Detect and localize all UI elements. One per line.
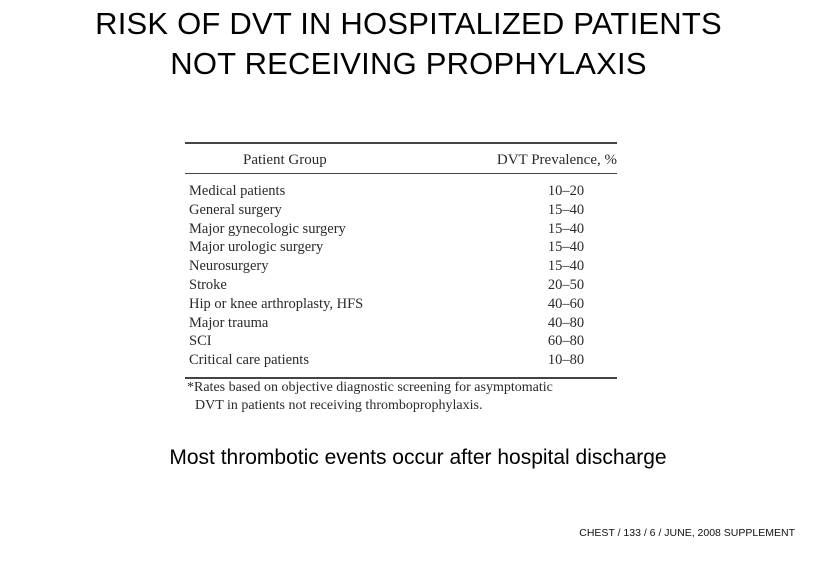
- table-row: [189, 332, 617, 351]
- footnote-line-1: *Rates based on objective diagnostic screening for asymptomatic: [187, 380, 553, 395]
- footnote-line-2: DVT in patients not receiving thromboprophylaxis.: [195, 397, 483, 413]
- column-header-dvt-prevalence: DVT Prevalence, %: [496, 152, 617, 168]
- patient-group-cell: Hip or knee arthroplasty, HFS: [189, 295, 364, 312]
- prevalence-cell: 15–40: [547, 201, 585, 218]
- prevalence-cell: 60–80: [547, 333, 585, 350]
- source-citation: CHEST / 133 / 6 / JUNE, 2008 SUPPLEMENT: [579, 527, 795, 539]
- prevalence-cell: 15–40: [547, 220, 585, 237]
- table-row: [189, 295, 617, 314]
- table-footnote: [187, 379, 619, 414]
- slide-title-line-1: RISK OF DVT IN HOSPITALIZED PATIENTS: [95, 6, 722, 41]
- patient-group-cell: Neurosurgery: [189, 258, 269, 275]
- slide-caption: Most thrombotic events occur after hospital discharge: [169, 446, 667, 469]
- table-body: [189, 182, 617, 370]
- prevalence-cell: 20–50: [547, 276, 585, 293]
- dvt-risk-table: [182, 132, 632, 426]
- patient-group-cell: Critical care patients: [189, 352, 309, 369]
- patient-group-cell: Stroke: [189, 276, 227, 293]
- table-row: [189, 314, 617, 333]
- prevalence-cell: 15–40: [547, 239, 585, 256]
- patient-group-cell: Major urologic surgery: [189, 239, 324, 256]
- table-row: [189, 276, 617, 295]
- table-row: [189, 257, 617, 276]
- table-row: [189, 220, 617, 239]
- column-header-patient-group: Patient Group: [243, 152, 327, 168]
- patient-group-cell: Major trauma: [189, 314, 269, 331]
- patient-group-cell: SCI: [189, 333, 212, 350]
- prevalence-cell: 10–80: [547, 352, 585, 369]
- patient-group-cell: Medical patients: [189, 183, 286, 199]
- patient-group-cell: General surgery: [189, 201, 282, 218]
- table-row: [189, 201, 617, 220]
- table-row: [189, 238, 617, 257]
- table-top-rule: [185, 142, 617, 144]
- prevalence-cell: 15–40: [547, 258, 585, 275]
- prevalence-cell: 40–60: [547, 295, 585, 312]
- table-row: [189, 182, 617, 201]
- table-header-rule: [185, 173, 617, 174]
- slide-title: [0, 4, 817, 84]
- patient-group-cell: Major gynecologic surgery: [189, 220, 346, 237]
- table-row: [189, 351, 617, 370]
- prevalence-cell: 10–20: [547, 183, 585, 199]
- prevalence-cell: 40–80: [547, 314, 585, 331]
- slide-title-line-2: NOT RECEIVING PROPHYLAXIS: [170, 46, 647, 81]
